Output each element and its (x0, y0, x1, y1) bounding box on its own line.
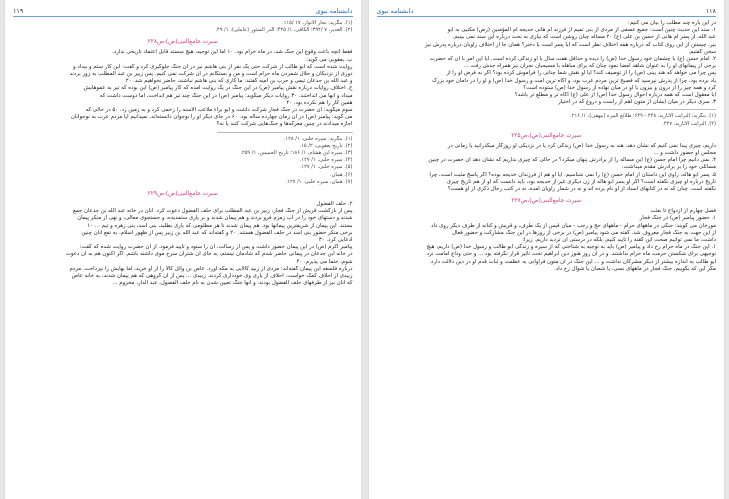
text-line: برخی از پیمانهای او را به عنوان شاهد امضا نمود چنان که برای مباهله با مسیحیان نجران نیز همراه جدش رفت ... (463, 63, 716, 70)
text-line: آیا معقول است که همه درباره احوال رسول خدا (ص) از علی (ع) آگاه تر و مطلع تر باشد؟ (514, 92, 716, 99)
footnote-line: (۲). الغدیر، ۷ /۳۹۴؛ الکافی، ۱/ ۴۴۵؛ الدر المنثور (عاملی)، ۱/ ۴۹. (215, 27, 353, 34)
text-line: تاریخ درباره او چیزی نگفته است؟ اگر او پسر ابو هاله از زن دیگری غیر از خدیجه بود، باید دانست که او از هم تاریخ چیزی (446, 178, 716, 185)
footnotes (13, 136, 353, 186)
left-page (368, 0, 726, 499)
text-line: شدند و دستهای خود را در آب زمزم فرو بردند و هم پیمان شدند و بر یاری ستمدیده، و جستجوی معالی، و نهی از منکر پیمان (77, 215, 353, 222)
section-title: سیرت جامع‌النبی(ص)،ص۲۲۵ (511, 132, 582, 139)
text-line: ۲. حلف الفضول (316, 201, 353, 208)
text-line: سخن گفتیم. (688, 48, 716, 55)
text-line: یاد برده بود، چرا از پدرش نپرسید که فصیح ترین مردم عرب بود، و آگاه ترین امت و رسول خدا (ص) و او را در دامان خود بزرگ (432, 77, 716, 84)
text-block (377, 20, 717, 106)
text-line: ۴. نمی دانیم چرا امام حسن (ع) این مسأله را از برادرش پنهان میکرد؟ در حالی که چیزی نداریم که نشان دهد آن حضرت در چنین (428, 157, 716, 164)
text-line: مورخان می گویند: جنگی در ماههای حرام - ماههای حج و رجب - میان قیس از یک طرف، و قریش و کنانه از طرف دیگر روی داد (431, 222, 716, 229)
text-block (377, 143, 717, 193)
text-block (13, 107, 353, 129)
text-line: عبد الله، از پسر ام هانی از حسن بن علی (ع) ۲۰ مسأله چنان روشن است که نیازی به بحث درباره این سند نمی بینیم. (452, 34, 716, 41)
text-line: میداد و آنها می انداختند. ۳۰ روایات دیگر میگوید: پیامبر (ص) در این جنگ چند تیر هم انداخت، اما دوست داشت که (99, 92, 353, 99)
text-line: پس از بازگشت قریش از جنگ فجار، زبیر بن عبد المطلب برای حلف الفضول دعوت کرد. آنان در خانه عبد الله بن جدعان جمع (72, 208, 353, 215)
text-line: زبیدی از احلاف کمک خواست. احلاف از یاری وی خودداری کردند. زبیدی ... پس از آن گروهی که هم پیمان شدند، به خانه عاص (71, 273, 353, 280)
text-line: در این باره چند مطلب را بیان می کنیم: (628, 20, 716, 26)
text-line: ابو طالب به اندازه بیشتر از دیگر مشرکان نداشت و ... این جنگ در آن متون فراوانی به عظمت و ثبات قدم او در دین دلالت دارد. (429, 258, 716, 265)
text-line: همین کار را هم نکرده بود. ۴۰ (286, 99, 353, 106)
text-line: شوم، حتما می پذیرم. ۴۰ (296, 258, 353, 265)
running-title: دانشنامه نبوی (376, 7, 414, 15)
footnote-line: (۲). تاریخ یعقوبی، ۲/ ۱۵. (299, 142, 353, 149)
text-line: درباره فلسفه این پیمان گفته‌اند: مردی از زبید کالایی به مکه آورد. عاص بن وائل کالا را از او خرید، اما بهایش را نپرداخت. مردم (69, 265, 353, 272)
text-line: ادعایی کرد. ۳۰ (318, 237, 353, 244)
text-line: نگفته است. چنان که نه در کتابهای اسناد از او نام برده اند و نه در شمار راویان امده، نه در کتب رجال ذکری از او هست؟ (447, 186, 716, 193)
section-title: سیرت جامع‌النبی(ص)،ص۲۲۹ (147, 191, 218, 198)
text-line: بیر، چیستن از این روی کتاب که درباره همه اختلاف نظر است که آیا پسر است یا دختر؟ همان جا از اختلاف راویان درباره پدرش نیز (425, 41, 716, 48)
text-line: داریم، چیزی پیدا نمی کنیم که نشان دهد، هند به رسول خدا (ص) زندگی کرد یا در نزدیکی او روزگار میگذرانید یا زمانی در (447, 142, 716, 149)
text-line: فقط آنچه باعث وقوع این جنگ شد، در ماه حرام بود. ۱۰ اما این توجیه، هیچ سستد قابل اعتماد تاریخی ندارد. (112, 49, 353, 56)
text-line: روایت شده است که ابو طالب از شرکت حتی یک نفر از بنی هاشم نیز در آن جنگ جلوگیری کرد و گفت: این کار ستم و بیداد و (73, 63, 353, 70)
footnote-divider (580, 109, 716, 110)
text-line: برخی منکر حضور بنی اسد در حلف الفضول هستند. ۲۰ و گفته‌اند که عبد الله بن زبیر پس از ظهور اسلام، به نفع آنان چنین (81, 229, 353, 236)
footnote-line: (۵). سیره حلبی، ۱/ ۱۲۷. (299, 164, 353, 171)
section-title: سیرت جامع‌النبی(ص)،ص۲۲۷ (511, 198, 582, 205)
text-line: ۳. سری دیگر در میان ایشان از متون اهم از راست و دروغ که در اختیار (558, 99, 716, 106)
footnote-line: (۷). همان، سیره حلبی، ۱/ ۱۲۷. (285, 178, 353, 185)
text-line: ۱. سند این حدیث چنین است: جمیع عصفی از مردی از بنی تمیم از فرزند ام هانی خدیجه ام المؤمنین (رض) مکتبی به ابو (447, 27, 716, 34)
text-line: ۱. حضور پیامبر (ص) در جنگ فجار (639, 215, 716, 222)
text-line: توجیهی برای شکستن حرمت ماه حرام نداشتند. و در آن روز هنوز دین ابراهیم تحت تاثیر قرار نگرفته بود ... و حتی وداع امامت نزد (426, 251, 716, 258)
text-block (13, 49, 353, 107)
page-header (377, 6, 717, 17)
footnotes (13, 20, 353, 34)
footnote-line: (۴). سیره حلبی، ۱/ ۱۲۷. (299, 157, 353, 164)
text-line: می گوید: پیامبر (ص) در آن زمان چهارده ساله بود. ۶۰ در جای دیگر او را نوجوان دانسته‌اند. نمیدانیم آیا مردم عرب به نوجوانان (70, 114, 353, 121)
text-line: دوری از نزدیکان و حلال شمردن ماه حرام است و من و بستگانم در آن شرکت نمی کنیم. پس زبیر بن عبد المطلب به زور بردند (69, 71, 353, 78)
text-line: مسائلی خود را بر برادرش مقدم میداشت. (621, 164, 716, 171)
footnote-divider (217, 132, 353, 133)
text-line: ب. یعقوبی می گوید: (306, 56, 353, 63)
text-line: پیامبر اکرم (ص) در این پیمان حضور داشت و پس از رسالت، آن را ستود و تایید فرمود. از آن حضرت روایت شده که گفت: (79, 244, 353, 251)
text-line: داشت، ما نمی توانیم صحت این گفته را تایید کنیم، بلکه در درستی آن تردید داریم. زیرا: (522, 237, 716, 244)
text-line: سوم میگوید: آن حضرت در جنگ فجار شرکت داشت و ابو براء ملاعب الاسنه را زخمی کرد و به زمین زد. ۵۰ در حالی که (85, 107, 353, 114)
text-line: فصل چهارم از ازدواج تا بعثت (650, 208, 716, 215)
text-line: در خانه ابن جدعان در پیمانی حاضر شدم که شادمان نیستم، به جای آن شتران سرخ موی داشته باشم. اگر اکنون هم به آن دعوت (65, 251, 353, 258)
footnotes (377, 113, 717, 127)
text-line: پس چرا می خواهد که هند بینی (ص) را از توصیف کند؟ آیا او نقش شما چنانی را فراموش کرده بود؟ اگر به فرض او را از (446, 70, 716, 77)
page-header (13, 6, 353, 17)
footnote-line: (۱). بنگرید: الترایب الاثارید، ۴۴۸ - ۶۴۹؛ طلائع البیره (بیهقی)، ۱/ ۲۱۶. (570, 113, 716, 120)
text-block (13, 201, 353, 287)
text-line: از این جهت به جنگ فجار معروف شد. گفته می شود پیامبر (ص) در برخی از روزها در این جنگ مشارکت و حضور فعال (452, 229, 716, 236)
text-line: ج. اختلاف روایات درباره نقش پیامبر (ص) در این جنگ در یک روایت آمده که کار پیامبر (ص) این بوده که تیر به عموهایش (83, 85, 353, 92)
text-line: مگر این که بگوییم، جنگ فجار در ماههای نسی، یا شعبان یا شوال رخ داد. (554, 265, 716, 272)
page-number: ۱۱۸ (705, 7, 716, 15)
footnote-line: (۳). سیره ابن هشام، ۱/ ۱۸۶؛ تاریخ الخمیس، ۱/ ۲۵۹. (240, 150, 353, 157)
footnote-line: (۶). همان. (329, 171, 353, 178)
text-line: مجلس او حضور داشت و ... (653, 150, 716, 157)
right-page (4, 0, 362, 499)
text-line: که آنان نیز از طرفهای حلف الفضول بودند. و آنها جنگ تعیین شدن به نام حلف الفضول، عبد الدار، مخزوم ... (112, 280, 353, 287)
text-line: ۲. امام حسن (ع) با چشمان خود رسول خدا (ص) را دیده و حداقل هفت سال با او زندگی کرده است. آیا این امر با آن که حضرت (429, 56, 716, 63)
footnote-line: (۲). الترایب الاثارید، ۴۴۷. (662, 120, 716, 127)
section-title: سیرت جامع‌النبی(ص)،ص۲۲۸ (147, 39, 218, 46)
text-line: بستند. این پیمان از شریفترین پیمانها بود. هم پیمان شدند تا هر مظلومی که یاری بطلبد، بنی اسد، بنی زهره و تیم ... ۱۰ (87, 222, 353, 229)
text-line: اجازه میدادند در چنین معرکه‌ها و جنگ‌هایی شرکت کنند یا نه؟ (216, 121, 353, 128)
footnote-line: (۱). بنگرید: بحار الانوار، ۱۷ /۱۱۵. (282, 20, 353, 26)
text-line: ۱. این جنگ در ماه حرام رخ داد و پیامبر (ص) باید به توجیه به شناختی که از سیره و زندگی ابو طالب و رسول خدا (ص) داریم، هیچ (426, 244, 716, 251)
text-line: کرد و همه چیز را از درون و بیرون با او در میان نهاده از رسول خدا (ص) ستوده است؟ (523, 84, 716, 91)
text-line: ۵. پسر ابو هاله، راوی این داستان از امام حسن (ع) را نمی شناسیم. آیا او هم از فرزندان خدیجه بوده؟ اگر پاسخ مثبت است، چرا (429, 171, 716, 178)
text-block (377, 208, 717, 273)
running-title: دانشنامه نبوی (315, 7, 353, 15)
page-number: ۱۱۹ (13, 7, 24, 15)
text-line: و عبد الله بن جدعان تیمی و حرب بن امیه گفتند: ما کاری که بنی هاشم نباشند، حاضر نخواهیم شد. ۲۰ (125, 78, 353, 85)
footnote-line: (۱). بنگرید: سیره حلبی، ۱/ ۱۲۸. (283, 135, 353, 142)
